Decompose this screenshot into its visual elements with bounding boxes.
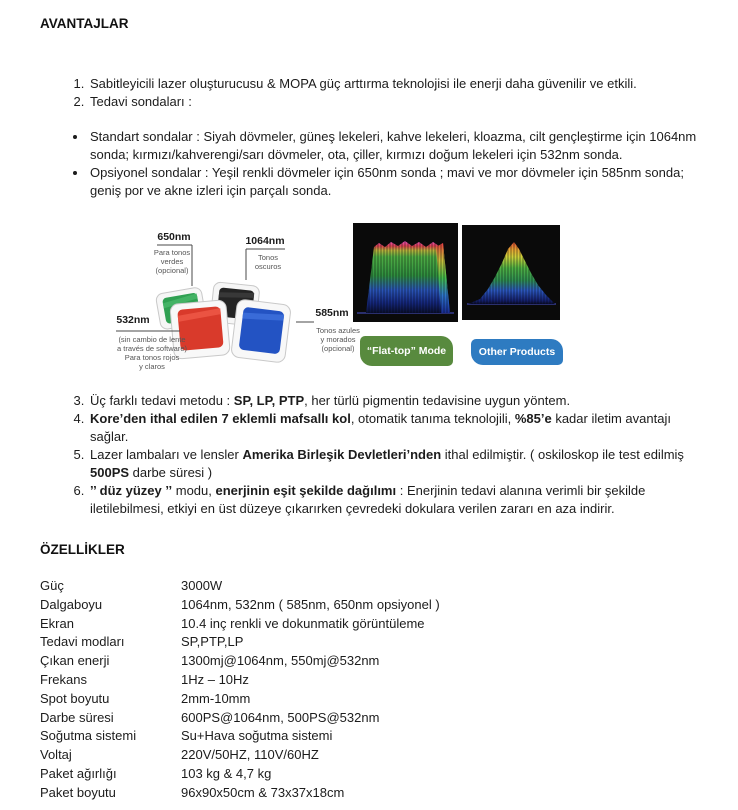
- spec-value: 3000W: [181, 578, 223, 593]
- svg-text:y morados: y morados: [320, 335, 356, 344]
- spec-label: Frekans: [40, 671, 87, 687]
- spec-row: [40, 746, 702, 765]
- spec-label: Paket boyutu: [40, 784, 116, 800]
- wavelength-label-650nm: 650nm: [157, 231, 191, 243]
- list-item: 6. ’’ düz yüzey ’’ modu, enerjinin eşit şekilde dağılımı : Enerjinin tedavi alanına verimli bir şekilde iletilebilmesi, etkiyi en üst düzeye çıkarırken çevredeki dokulara verilen zararı en aza indirir.: [88, 482, 702, 518]
- spec-label: Tedavi modları: [40, 634, 125, 650]
- gaussian-beam-plot: [462, 225, 560, 320]
- spec-value: 1300mj@1064nm, 550mj@532nm: [181, 653, 380, 669]
- spec-row: [40, 709, 702, 728]
- advantages-numbered-list-top: [62, 75, 702, 111]
- spec-value: 103 kg & 4,7 kg: [181, 765, 272, 781]
- product-figure: [0, 216, 738, 378]
- list-item: 2. Tedavi sondaları :: [88, 93, 702, 111]
- spec-label: Darbe süresi: [40, 709, 114, 725]
- spec-row: [40, 615, 702, 634]
- spec-row: [40, 671, 702, 690]
- spec-table: [40, 577, 702, 803]
- spec-value: SP,PTP,LP: [181, 634, 244, 650]
- spec-value: 2mm-10mm: [181, 690, 251, 706]
- wavelength-label-585nm: 585nm: [315, 307, 349, 319]
- svg-text:(opcional): (opcional): [321, 344, 355, 353]
- spec-value: 220V/50HZ, 110V/60HZ: [181, 747, 319, 763]
- flat-top-mode-label: “Flat-top” Mode: [360, 336, 453, 366]
- spec-value: 96x90x50cm & 73x37x18cm: [181, 784, 345, 800]
- spec-row: [40, 784, 702, 803]
- wavelength-note-1064nm: Tonos: [257, 253, 279, 262]
- advantages-heading: AVANTAJLAR: [40, 16, 129, 31]
- spec-value: 1064nm, 532nm ( 585nm, 650nm opsiyonel ): [181, 596, 440, 612]
- spec-row: [40, 633, 702, 652]
- wavelength-label-1064nm: 1064nm: [245, 235, 285, 247]
- svg-text:(opcional): (opcional): [155, 266, 189, 275]
- spec-label: Dalgaboyu: [40, 596, 103, 612]
- list-item: 4. Kore’den ithal edilen 7 eklemli mafsallı kol, otomatik tanıma teknolojili, %85’e kadar iletim avantajı sağlar.: [88, 410, 702, 446]
- list-item: 1. Sabitleyicili lazer oluşturucusu & MOPA güç arttırma teknolojisi ile enerji daha güvenilir ve etkili.: [88, 75, 702, 93]
- spec-label: Çıkan enerji: [40, 653, 110, 669]
- svg-text:verdes: verdes: [160, 257, 184, 266]
- probe-types-bullet-list: [65, 128, 702, 200]
- spec-label: Soğutma sistemi: [40, 728, 137, 744]
- wavelength-note-650nm: Para tonos: [153, 248, 191, 257]
- svg-text:a través de software): a través de software): [116, 344, 188, 353]
- spec-label: Voltaj: [40, 747, 72, 763]
- list-item: • Standart sondalar : Siyah dövmeler, güneş lekeleri, kahve lekeleri, kloazma, cilt gençleştirme için 1064nm sonda; kırmızı/kahverengi/sarı dövmeler, ota, çiller, kırmızı doğum lekeleri için 532nm sonda.: [88, 128, 702, 164]
- svg-text:y claros: y claros: [139, 362, 165, 371]
- spec-value: 10.4 inç renkli ve dokunmatik görüntüleme: [181, 615, 425, 631]
- spec-label: Ekran: [40, 615, 74, 631]
- spec-row: [40, 652, 702, 671]
- list-item: • Opsiyonel sondalar : Yeşil renkli dövmeler için 650nm sonda ; mavi ve mor dövmeler için 585nm sonda; geniş por ve akne izleri için parçalı sonda.: [88, 164, 702, 200]
- probe-cube-585nm: [231, 299, 292, 363]
- svg-text:Para tonos rojos: Para tonos rojos: [124, 353, 180, 362]
- spec-label: Paket ağırlığı: [40, 765, 117, 781]
- spec-row: [40, 577, 702, 596]
- wavelength-label-532nm: 532nm: [116, 314, 150, 326]
- spec-label: Spot boyutu: [40, 690, 110, 706]
- spec-row: [40, 727, 702, 746]
- spec-value: Su+Hava soğutma sistemi: [181, 728, 333, 744]
- wavelength-note-532nm: (sin cambio de lente: [118, 335, 186, 344]
- spec-value: 600PS@1064nm, 500PS@532nm: [181, 709, 380, 725]
- features-heading: ÖZELLİKLER: [40, 542, 125, 557]
- wavelength-note-585nm: Tonos azules: [316, 326, 360, 335]
- spec-row: [40, 596, 702, 615]
- svg-text:oscuros: oscuros: [254, 262, 282, 271]
- spec-value: 1Hz – 10Hz: [181, 671, 249, 687]
- flat-top-beam-plot: [353, 223, 458, 322]
- other-products-label: Other Products: [471, 339, 563, 365]
- advantages-numbered-list-bottom: [62, 392, 702, 518]
- spec-label: Güç: [40, 578, 64, 593]
- list-item: 3. Üç farklı tedavi metodu : SP, LP, PTP, her türlü pigmentin tedavisine uygun yöntem.: [88, 392, 702, 410]
- list-item: 5. Lazer lambaları ve lensler Amerika Birleşik Devletleri’nden ithal edilmiştir. ( oskiloskop ile test edilmiş 500PS darbe süresi ): [88, 446, 702, 482]
- spec-row: [40, 765, 702, 784]
- spec-row: [40, 690, 702, 709]
